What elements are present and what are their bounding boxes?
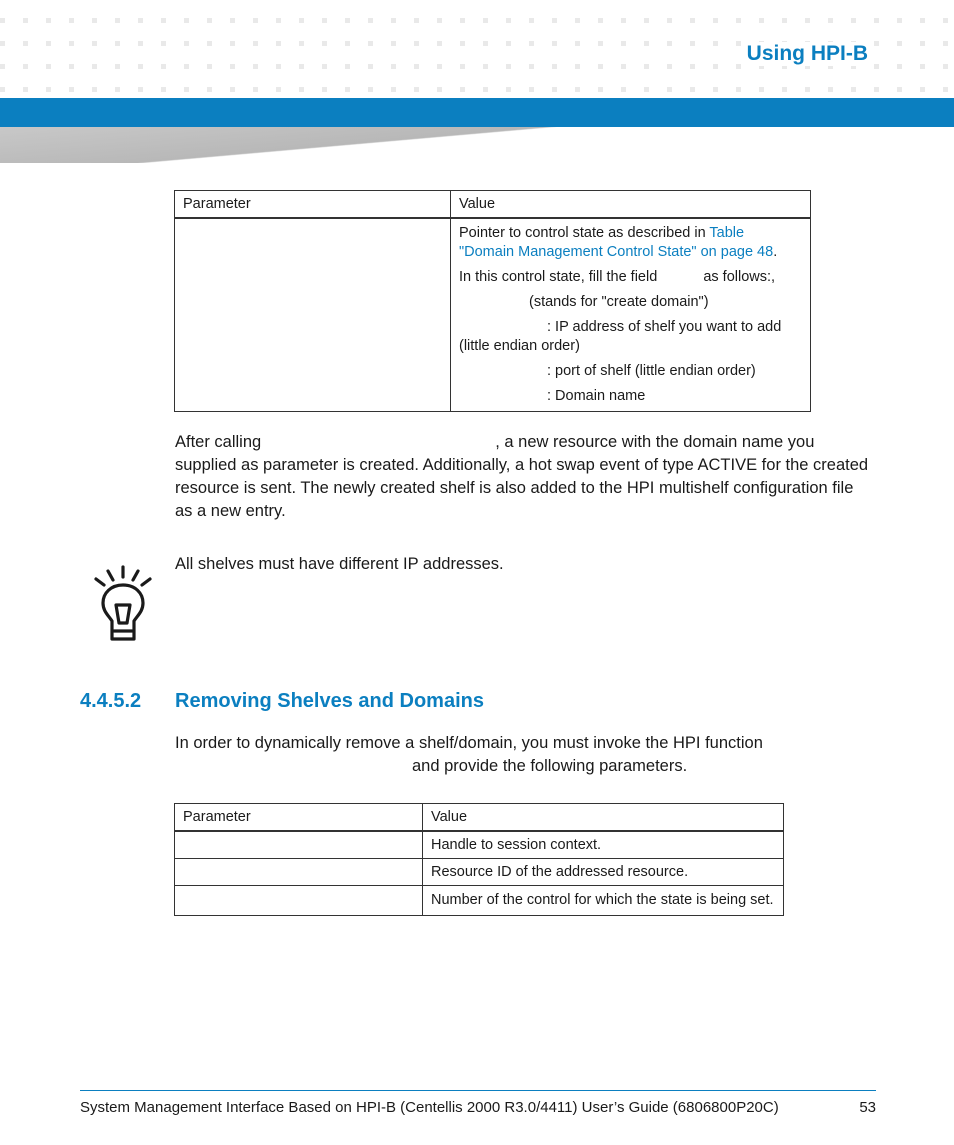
after-calling-text: After calling <box>175 433 262 451</box>
cross-reference-link[interactable]: Table "Domain Management Control State" on page 48 <box>459 225 774 260</box>
parameter-table-add <box>174 190 811 412</box>
table-row <box>175 218 811 412</box>
table-row <box>175 886 784 916</box>
pointer-suffix: . <box>773 244 778 260</box>
table-cell-value: Number of the control for which the state is being set. <box>423 886 784 916</box>
table-cell-value <box>451 218 811 412</box>
table-row <box>175 859 784 886</box>
value-line-domain-name: : Domain name <box>547 388 646 404</box>
section-number: 4.4.5.2 <box>80 690 142 712</box>
table-header-value: Value <box>451 191 811 219</box>
pointer-text: Pointer to control state as described in <box>459 225 710 241</box>
value-line-port: : port of shelf (little endian order) <box>547 363 756 379</box>
table-header-parameter: Parameter <box>175 804 423 832</box>
table-header-value: Value <box>423 804 784 832</box>
footer-divider <box>80 1090 876 1091</box>
header-blue-band <box>0 98 954 127</box>
value-line-pointer <box>459 224 802 262</box>
section-title: Removing Shelves and Domains <box>175 690 484 712</box>
value-line-ip-address <box>459 318 802 356</box>
table-cell-parameter <box>175 886 423 916</box>
table-header-parameter: Parameter <box>175 191 451 219</box>
paragraph-after-calling <box>175 431 875 523</box>
remove-intro-line1: In order to dynamically remove a shelf/domain, you must invoke the HPI function <box>175 734 763 752</box>
parameter-table-remove <box>174 803 784 916</box>
after-calling-rest: , a new resource with the domain name you supplied as parameter is created. Additionally, a hot swap event of type ACTIVE for the created resource is sent. The newly created shelf is also added to the HPI multishelf configuration file as a new entry. <box>175 433 869 520</box>
remove-intro-line2: and provide the following parameters. <box>412 757 688 775</box>
value-line-fill-field <box>459 268 802 287</box>
table-header-row <box>175 804 784 832</box>
table-cell-parameter <box>175 831 423 859</box>
paragraph-remove-intro <box>175 732 875 778</box>
table-cell-value: Handle to session context. <box>423 831 784 859</box>
page-header-title: Using HPI-B <box>743 42 872 66</box>
table-cell-parameter <box>175 859 423 886</box>
fill-field-text: In this control state, fill the field <box>459 269 658 285</box>
footer-document-title: System Management Interface Based on HPI-B (Centellis 2000 R3.0/4411) User’s Guide (6806800P20C) <box>80 1099 779 1116</box>
page-number: 53 <box>859 1099 876 1116</box>
value-line-create-domain: (stands for "create domain") <box>529 294 709 310</box>
lightbulb-icon <box>92 565 154 645</box>
table-row <box>175 831 784 859</box>
ip-address-text: : IP address of shelf you want to add (little endian order) <box>459 319 782 354</box>
table-cell-value: Resource ID of the addressed resource. <box>423 859 784 886</box>
table-cell-parameter <box>175 218 451 412</box>
table-header-row <box>175 191 811 219</box>
fill-as-follows-text: as follows:, <box>703 269 776 285</box>
header-grey-band <box>0 127 954 163</box>
note-text: All shelves must have different IP addresses. <box>175 555 504 573</box>
section-heading <box>80 690 484 713</box>
